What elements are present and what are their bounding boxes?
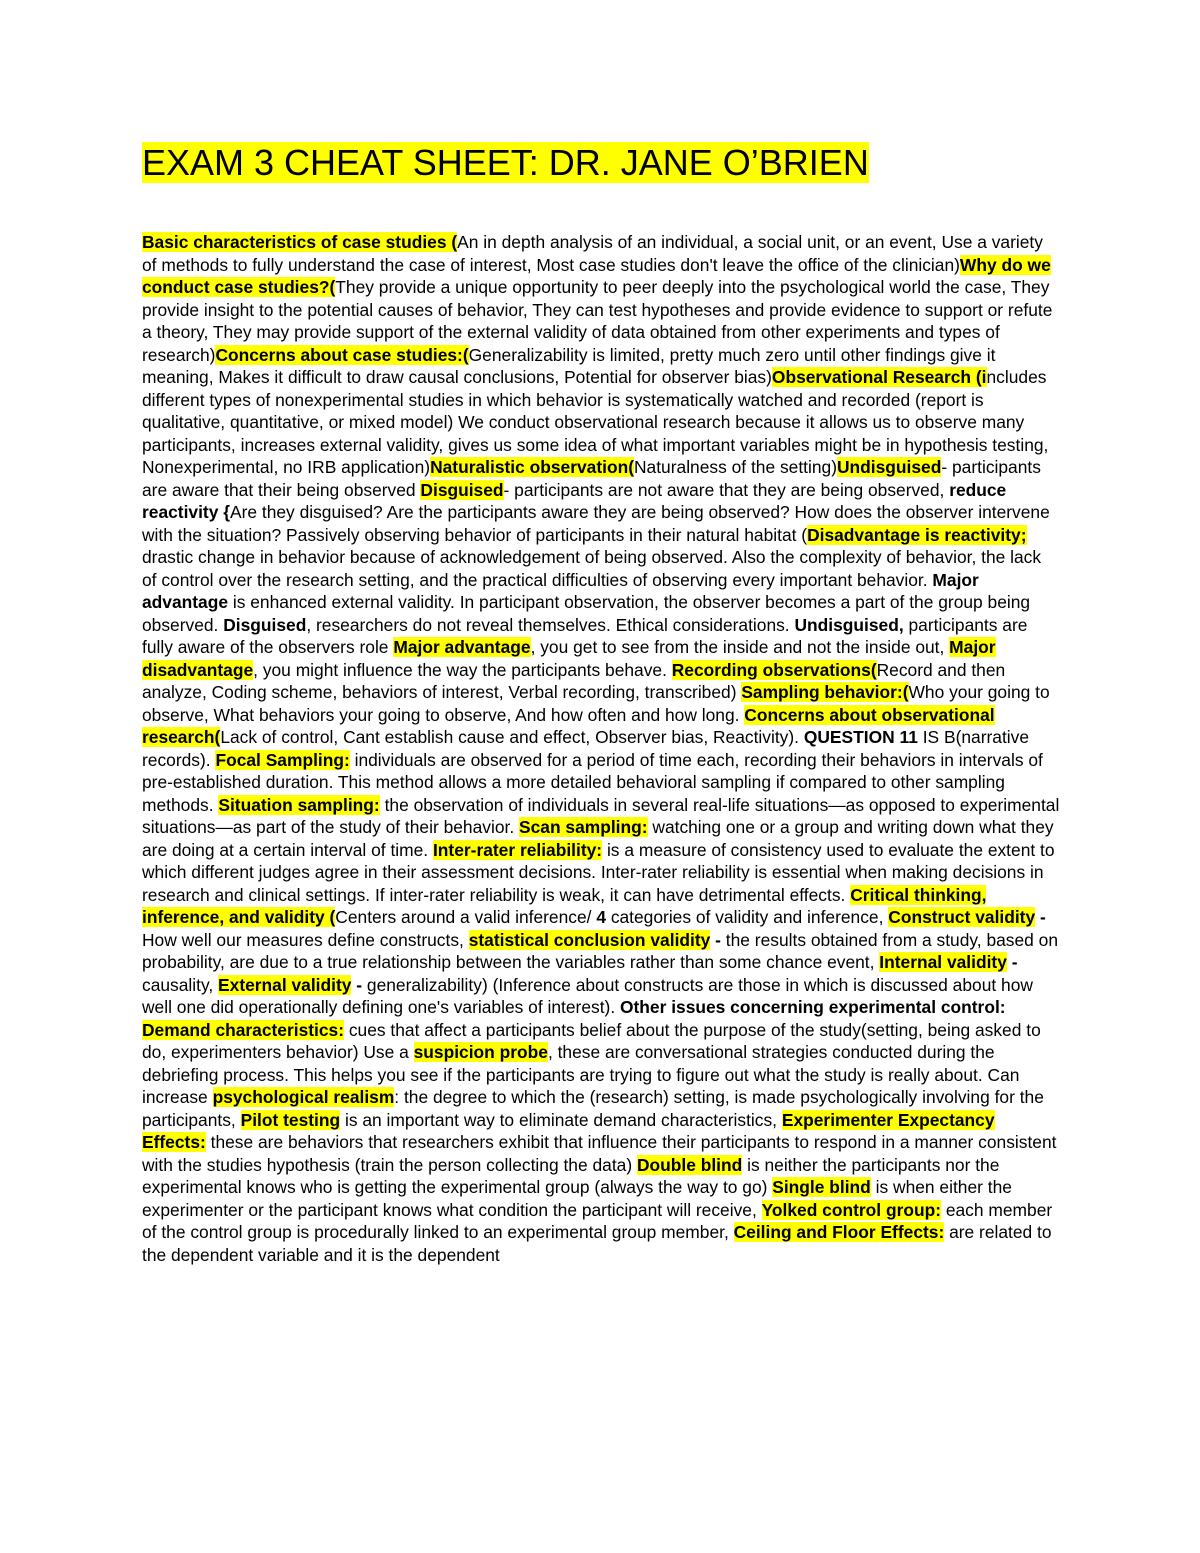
bold-term: - [1035,907,1046,927]
body-text-run: is an important way to eliminate demand characteristics, [340,1109,782,1130]
bold-term: - [1006,952,1018,972]
body-text-run: They provide a unique opportunity to peer deeply into the psychological world the case, They provide insight to the potential causes of behavior, They can test hypotheses and provide evidence to support or refute a theory, They may provide support of the external validity of data obtained from other experiments and types of research) [142,277,1053,365]
highlighted-term: psychological realism [212,1087,395,1107]
body-text-run: Generalizability is limited, pretty much zero until other findings give it meaning, Makes it difficult to draw causal conclusions, Potential for observer bias) [142,344,996,387]
body-text-run: the observation of individuals in several real-life situations—as opposed to experimental situations—as part of the study of their behavior. [142,794,1060,837]
body-text-run: causality, [142,974,219,995]
body-text-run: is when either the experimenter or the participant knows what condition the participant will receive, [142,1177,1012,1220]
highlighted-term: Experimenter Expectancy Effects: [142,1109,995,1152]
highlighted-term: statistical conclusion validity [468,929,711,950]
document-title-text: EXAM 3 CHEAT SHEET: DR. JANE O’BRIEN [142,142,869,183]
body-text-run: How well our measures define constructs, [142,929,469,950]
bold-term: - [710,929,726,950]
body-text-run: Who your going to observe, What behaviors your going to observe, And how often and how long. [142,682,1050,725]
body-text-run: cues that affect a participants belief about the purpose of the study(setting, being asked to do, experimenters behavior) Use a [142,1019,1041,1062]
highlighted-term: Inter-rater reliability: [432,839,603,860]
bold-term: reduce reactivity { [142,479,1007,522]
highlighted-term: Construct validity [888,907,1036,927]
body-text-run: Centers around a valid inference/ [335,907,597,927]
body-text-run: are related to the dependent variable and it is the dependent [142,1222,1052,1265]
bold-term: Other issues concerning experimental control: [619,997,1006,1017]
highlighted-term: Pilot testing [240,1109,341,1130]
highlighted-term: Undisguised [837,457,942,477]
highlighted-term: Internal validity [879,952,1007,972]
body-text-run: each member of the control group is procedurally linked to an experimental group member, [142,1199,1053,1242]
highlighted-term: Why do we conduct case studies?( [142,254,1051,297]
body-text-run: watching one or a group and writing down what they are doing at a certain interval of time. [142,817,1054,860]
body-text-run: drastic change in behavior because of acknowledgement of being observed. Also the complexity of behavior, the lack of control over the research setting, and the practical difficulties of observing every important behavior. [142,547,1042,590]
body-text-run: categories of validity and inference, [605,907,889,927]
highlighted-term: Concerns about observational research( [142,704,995,747]
body-text-run: Record and then analyze, Coding scheme, behaviors of interest, Verbal recording, transcribed) [142,659,1006,702]
body-text-run: : the degree to which the (research) setting, is made psychologically involving for the participants, [142,1087,1044,1130]
highlighted-term: Major disadvantage [142,637,996,680]
highlighted-term: Disguised [420,479,504,500]
body-text-run: An in depth analysis of an individual, a social unit, or an event, Use a variety of methods to fully understand the case of interest, Most case studies don't leave the office of the clinician) [142,232,1043,275]
document-title [142,140,869,186]
bold-term: QUESTION 11 [803,727,918,747]
highlighted-term: Demand characteristics: [142,1019,345,1040]
body-text-run: is a measure of consistency used to evaluate the extent to which different judges agree in their assessment decisions. Inter-rater reliability is essential when making decisions in research and clinical settings. If inter-rater reliability is weak, it can have detrimental effects. [142,839,1055,905]
highlighted-term: Major advantage [393,637,531,657]
bold-term: Undisguised, [794,614,904,635]
highlighted-term: Yolked control group: [761,1199,941,1220]
bold-term: Disguised [223,614,307,635]
highlighted-term: Critical thinking, inference, and validity ( [142,884,987,927]
body-text-run: - participants are aware that their being observed [142,457,1041,500]
body-text-run: , researchers do not reveal themselves. Ethical considerations. [306,614,795,635]
highlighted-term: Recording observations( [671,659,877,680]
bold-term: Major advantage [142,569,979,612]
body-text-run: individuals are observed for a period of time each, recording their behaviors in intervals of pre-established duration. This method allows a more detailed behavioral sampling if compared to other sampling methods. [142,749,1043,815]
body-text-run: is neither the participants nor the experimental knows who is getting the experimental group (always the way to go) [142,1154,1000,1197]
bold-term: 4 [596,907,606,927]
highlighted-term: suspicion probe [413,1042,548,1062]
body-text-run: - participants are not aware that they are being observed, [503,479,950,500]
body-text-run: Lack of control, Cant establish cause and effect, Observer bias, Reactivity). [220,727,804,747]
highlighted-term: Focal Sampling: [215,749,350,770]
highlighted-term: Double blind [636,1154,743,1175]
highlighted-term: Sampling behavior:( [741,682,909,702]
body-text-run: ncludes different types of nonexperimental studies in which behavior is systematically watched and recorded (report is qualitative, quantitative, or mixed model) We conduct observational research because it allows us to observe many participants, increases external validity, gives us some idea of what important variables might be in hypothesis testing, Nonexperimental, no IRB application) [142,367,1049,477]
body-text-run: , these are conversational strategies conducted during the debriefing process. This helps you see if the participants are trying to figure out what the study is really about. Can increase [142,1042,1020,1107]
body-text-run: is enhanced external validity. In participant observation, the observer becomes a part of the group being observed. [142,592,1031,635]
highlighted-term: Concerns about case studies:( [215,344,469,365]
highlighted-term: Situation sampling: [218,794,380,815]
highlighted-term: Ceiling and Floor Effects: [733,1222,945,1242]
body-text-run: IS B(narrative records). [142,727,1030,770]
body-text-run: the results obtained from a study, based on probability, are due to a true relationship between the variables rather than some chance event, [142,929,1059,972]
highlighted-term: Scan sampling: [519,817,648,837]
body-text-run: Are they disguised? Are the participants aware they are being observed? How does the observer intervene with the situation? Passively observing behavior of participants in their natural habitat ( [142,502,1050,545]
body-text-run: these are behaviors that researchers exhibit that influence their participants to respond in a manner consistent with the studies hypothesis (train the person collecting the data) [142,1132,1057,1175]
highlighted-term: Observational Research (i [771,367,987,387]
document-body [142,231,1060,1266]
highlighted-term: Basic characteristics of case studies ( [142,232,458,252]
highlighted-term: Disadvantage is reactivity; [807,524,1027,545]
bold-term: - [351,974,367,995]
highlighted-term: Naturalistic observation( [430,457,634,477]
body-text-run: , you might influence the way the participants behave. [253,659,672,680]
body-text-run: Naturalness of the setting) [634,457,837,477]
body-text-run: participants are fully aware of the observers role [142,614,1028,657]
highlighted-term: External validity [218,974,352,995]
highlighted-term: Single blind [772,1177,871,1197]
body-text-run: generalizability) (Inference about constructs are those in which is discussed about how well one did operationally defining one's variables of interest). [142,974,1033,1017]
body-text-run: , you get to see from the inside and not the inside out, [530,637,950,657]
